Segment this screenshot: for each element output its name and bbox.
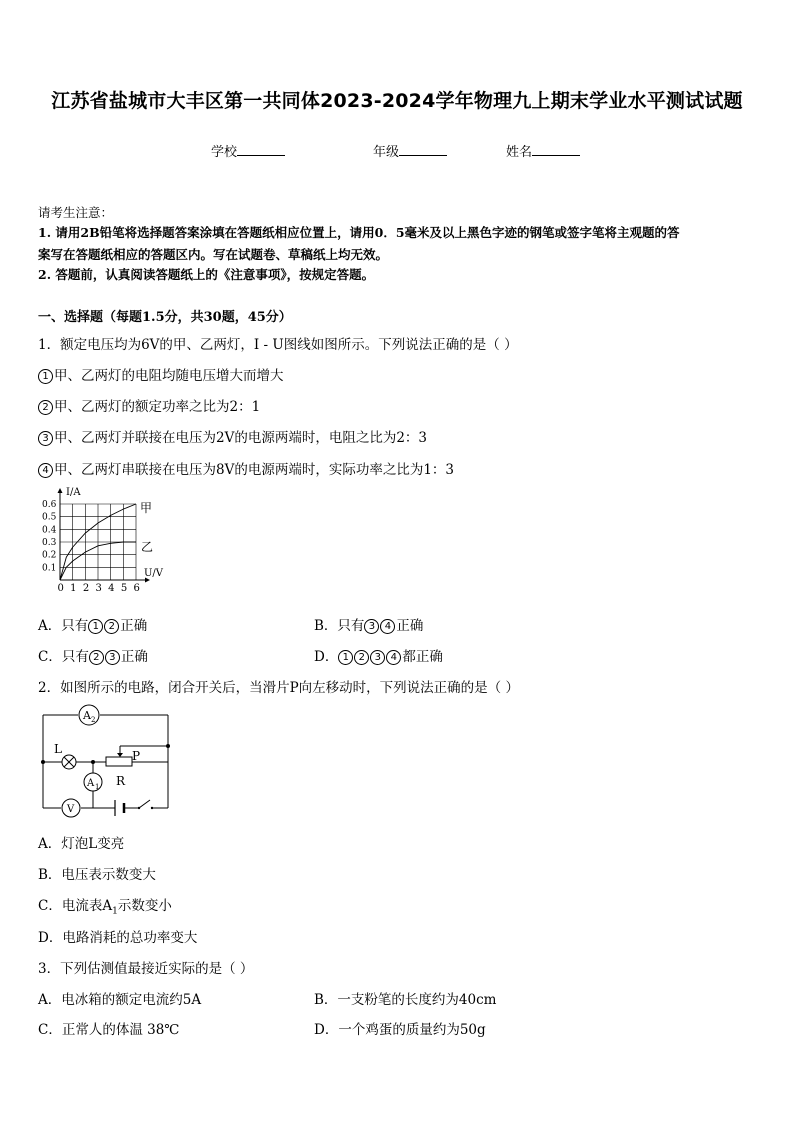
option-suffix: 正确 <box>396 618 424 634</box>
ammeter-a2-label: A <box>83 709 91 722</box>
q2-option-c[interactable] <box>38 894 172 917</box>
circled-number: 3 <box>364 619 379 634</box>
junction-dot <box>166 744 170 748</box>
y-tick-label: 0.5 <box>42 512 57 523</box>
option-prefix: C．只有 <box>38 649 89 665</box>
school-label: 学校 <box>211 145 238 160</box>
series-label-yi: 乙 <box>141 540 154 554</box>
statement-text: 甲、乙两灯串联接在电压为8V的电源两端时，实际功率之比为1：3 <box>54 462 455 478</box>
name-blank <box>532 143 580 156</box>
circled-number: 2 <box>38 400 53 415</box>
statement-text: 甲、乙两灯的额定功率之比为2：1 <box>54 399 261 415</box>
q2-option-a[interactable]: A．灯泡L变亮 <box>38 836 125 852</box>
q3-option-a[interactable]: A．电冰箱的额定电流约5A <box>38 992 202 1008</box>
grade-blank <box>399 143 447 156</box>
q3-option-b[interactable]: B．一支粉笔的长度约为40cm <box>314 992 497 1008</box>
option-prefix: C．电流表A <box>38 898 113 914</box>
circled-number: 3 <box>370 650 385 665</box>
x-tick-label: 4 <box>108 583 115 594</box>
school-field <box>211 141 285 160</box>
y-tick-label: 0.1 <box>42 563 57 574</box>
option-prefix: D． <box>314 649 339 665</box>
junction-dot <box>41 760 45 764</box>
q1-option-c[interactable] <box>38 645 148 665</box>
q3-option-c[interactable]: C．正常人的体温 38℃ <box>38 1022 180 1038</box>
statement-text: 甲、乙两灯的电阻均随电压增大而增大 <box>54 368 284 384</box>
notice-item-2: 2. 答题前，认真阅读答题纸上的《注意事项》，按规定答题。 <box>38 267 375 282</box>
q1-option-b[interactable] <box>314 614 423 634</box>
school-blank <box>237 143 285 156</box>
circled-number: 3 <box>38 431 53 446</box>
option-suffix: 都正确 <box>402 649 443 665</box>
junction-dot <box>91 760 95 764</box>
q1-statement-4 <box>38 458 454 478</box>
grade-field <box>373 141 447 160</box>
x-tick-label: 5 <box>120 583 128 594</box>
circled-number: 1 <box>38 369 53 384</box>
option-prefix: B．只有 <box>314 618 365 634</box>
circled-number: 4 <box>38 463 53 478</box>
q1-stem: 1．额定电压均为6V的甲、乙两灯，I - U图线如图所示。下列说法正确的是（ ） <box>38 337 518 353</box>
x-axis-label: U/V <box>144 568 164 579</box>
x-tick-label: 2 <box>82 583 90 594</box>
slider-arrow-icon <box>117 753 123 757</box>
q1-option-d[interactable] <box>314 645 443 665</box>
circuit-diagram <box>36 704 176 818</box>
name-label: 姓名 <box>506 145 533 160</box>
ammeter-a2-subscript: 2 <box>91 716 96 724</box>
q2-option-b[interactable]: B．电压表示数变大 <box>38 867 156 883</box>
ammeter-a1-label: A <box>87 778 95 789</box>
y-tick-label: 0.6 <box>42 500 57 510</box>
voltmeter-label: V <box>67 804 75 815</box>
ammeter-a1-subscript: 1 <box>95 783 100 791</box>
notice-item-1: 1. 请用2B铅笔将选择题答案涂填在答题纸相应位置上，请用0．5毫米及以上黑色字迹的钢笔或签字笔将主观题的答 <box>38 225 680 240</box>
x-tick-label: 0 <box>57 583 64 594</box>
x-tick-label: 1 <box>70 583 77 594</box>
y-tick-label: 0.2 <box>42 550 57 561</box>
y-axis-arrow-icon <box>58 488 63 493</box>
circled-number: 1 <box>88 619 103 634</box>
x-tick-label: 3 <box>95 583 102 594</box>
y-axis-label: I/A <box>66 487 81 498</box>
q1-statement-2 <box>38 395 260 415</box>
statement-text: 甲、乙两灯并联接在电压为2V的电源两端时，电阻之比为2：3 <box>54 430 428 446</box>
series-label-jia: 甲 <box>140 501 153 515</box>
circled-number: 2 <box>89 650 104 665</box>
x-tick-label: 6 <box>133 583 140 594</box>
circled-number: 4 <box>380 619 395 634</box>
q1-option-a[interactable] <box>38 614 147 634</box>
grade-label: 年级 <box>373 145 400 160</box>
option-suffix: 示数变小 <box>117 898 172 914</box>
rheostat-icon <box>106 757 132 766</box>
option-suffix: 正确 <box>120 649 148 665</box>
q3-stem: 3．下列估测值最接近实际的是（ ） <box>38 961 254 977</box>
option-subscript: 1 <box>112 906 118 917</box>
circled-number: 2 <box>104 619 119 634</box>
q1-statement-3 <box>38 426 427 446</box>
lamp-label: L <box>54 742 62 756</box>
slider-label: P <box>132 749 141 763</box>
circled-number: 4 <box>386 650 401 665</box>
q1-statement-1 <box>38 364 284 384</box>
y-tick-label: 0.3 <box>42 538 57 548</box>
page-title: 江苏省盐城市大丰区第一共同体2023-2024学年物理九上期末学业水平测试试题 <box>51 90 743 112</box>
circled-number: 3 <box>105 650 120 665</box>
q2-stem: 2．如图所示的电路，闭合开关后，当滑片P向左移动时，下列说法正确的是（ ） <box>38 680 519 696</box>
section-heading: 一、选择题（每题1.5分，共30题，45分） <box>38 310 292 325</box>
notice-item-1-cont: 案写在答题纸相应的答题区内。写在试题卷、草稿纸上均无效。 <box>38 247 389 262</box>
option-suffix: 正确 <box>120 618 148 634</box>
circled-number: 1 <box>338 650 353 665</box>
q3-option-d[interactable]: D．一个鸡蛋的质量约为50g <box>314 1022 486 1038</box>
option-prefix: A．只有 <box>38 618 89 634</box>
name-field <box>506 141 580 160</box>
rheostat-label: R <box>116 774 126 788</box>
switch-icon <box>139 800 150 808</box>
y-tick-label: 0.4 <box>42 525 57 536</box>
circled-number: 2 <box>354 650 369 665</box>
iu-chart <box>36 484 176 596</box>
notice-heading: 请考生注意： <box>38 205 114 220</box>
q2-option-d[interactable]: D．电路消耗的总功率变大 <box>38 930 198 946</box>
